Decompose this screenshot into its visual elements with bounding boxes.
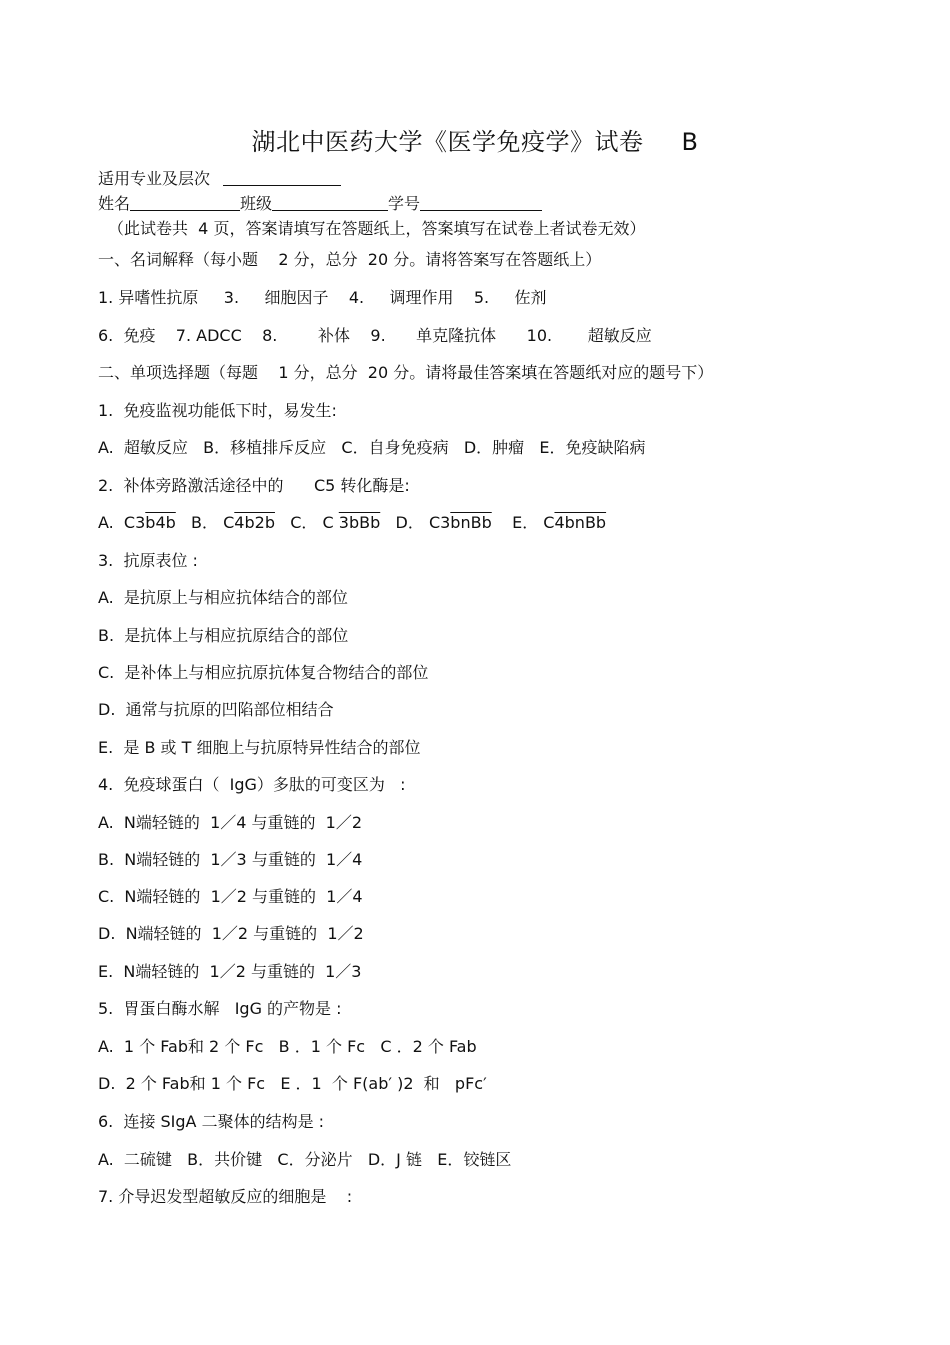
question-4-option-d: D. N端轻链的 1／2 与重链的 1／2 [98,924,364,943]
question-3-option-a: A. 是抗原上与相应抗体结合的部位 [98,588,348,607]
question-3-option-b: B. 是抗体上与相应抗原结合的部位 [98,626,349,645]
q2-option-a-label: A. [98,513,114,532]
question-4: 4. 免疫球蛋白（ IgG）多肽的可变区为 : [98,775,406,794]
q2-option-c-pre: C [322,513,339,532]
question-6-options: A. 二硫键 B．共价键 C．分泌片 D．J 链 E．铰链区 [98,1150,512,1169]
major-blank [223,169,341,186]
question-4-option-b: B. N端轻链的 1／3 与重链的 1／4 [98,850,363,869]
question-5: 5. 胃蛋白酶水解 IgG 的产物是 : [98,999,342,1018]
exam-title [0,122,950,157]
id-label: 学号 [388,194,421,213]
q2-option-b-over: 4b2b [234,513,275,532]
exam-title-suffix: B [681,128,699,156]
q2-option-a-over: b4b [145,513,176,532]
major-label: 适用专业及层次 [98,169,211,188]
student-info-line [98,193,542,215]
class-label: 班级 [240,194,273,213]
q2-option-d-over: bnBb [450,513,492,532]
q2-option-c-over: 3bBb [338,513,381,532]
q2-option-e-pre: C [543,513,555,532]
question-3-option-c: C. 是补体上与相应抗原抗体复合物结合的部位 [98,663,429,682]
question-4-option-a: A. N端轻链的 1／4 与重链的 1／2 [98,813,363,832]
question-2-options [98,512,606,534]
q2-option-d-pre: C3 [428,513,451,532]
question-3-option-d: D. 通常与抗原的凹陷部位相结合 [98,700,334,719]
question-4-option-c: C. N端轻链的 1／2 与重链的 1／4 [98,887,363,906]
question-2: 2. 补体旁路激活途径中的 C5 转化酶是: [98,476,410,495]
q2-option-b-label: B． [191,513,219,532]
question-3: 3. 抗原表位 : [98,551,198,570]
exam-title-text: 湖北中医药大学《医学免疫学》试卷 [251,128,644,156]
section1-heading: 一、名词解释（每小题 2 分，总分 20 分。请将答案写在答题纸上） [98,250,602,269]
q2-option-e-over: 4bnBb [554,513,607,532]
question-5-options-2: D. 2 个 Fab和 1 个 Fc E ．1 个 F(ab′ )2 和 pFc′ [98,1074,487,1093]
q2-option-c-label: C． [290,513,318,532]
section1-line1: 1. 异嗜性抗原 3. 细胞因子 4. 调理作用 5. 佐剂 [98,288,547,307]
name-label: 姓名 [98,194,131,213]
question-1: 1. 免疫监视功能低下时，易发生: [98,401,337,420]
question-5-options-1: A. 1 个 Fab和 2 个 Fc B ．1 个 Fc C ．2 个 Fab [98,1037,477,1056]
q2-option-b-pre: C [223,513,235,532]
section1-line2: 6. 免疫 7. ADCC 8. 补体 9. 单克隆抗体 10. 超敏反应 [98,326,652,345]
question-1-options: A. 超敏反应 B．移植排斥反应 C．自身免疫病 D．肿瘤 E．免疫缺陷病 [98,438,646,457]
q2-option-e-label: E． [512,513,539,532]
section2-heading: 二、单项选择题（每题 1 分，总分 20 分。请将最佳答案填在答题纸对应的题号下） [98,363,714,382]
q2-option-a-pre: C3 [123,513,146,532]
class-blank [272,194,388,211]
question-7: 7. 介导迟发型超敏反应的细胞是 : [98,1187,353,1206]
name-blank [130,194,240,211]
question-4-option-e: E. N端轻链的 1／2 与重链的 1／3 [98,962,362,981]
question-3-option-e: E. 是 B 或 T 细胞上与抗原特异性结合的部位 [98,738,421,757]
major-line [98,168,341,190]
question-6: 6. 连接 SIgA 二聚体的结构是 : [98,1112,325,1131]
q2-option-d-label: D． [395,513,424,532]
exam-note: （此试卷共 4 页，答案请填写在答题纸上，答案填写在试卷上者试卷无效） [108,219,646,238]
id-blank [420,194,542,211]
